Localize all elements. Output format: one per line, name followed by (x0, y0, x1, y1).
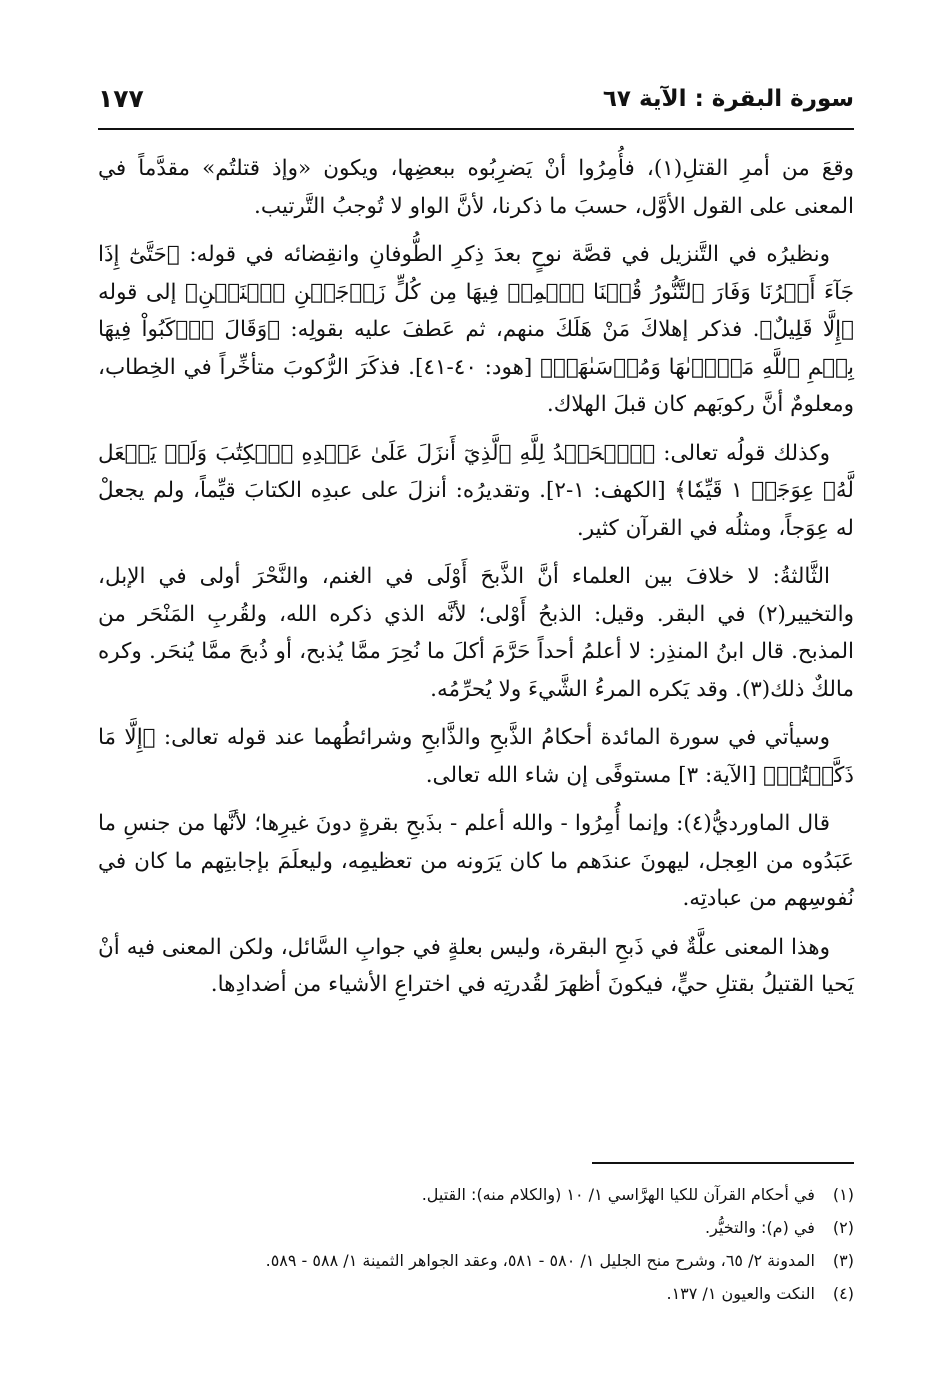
footnote (98, 1211, 854, 1244)
footnote-number: (٢) (832, 1218, 854, 1237)
footnote-number: (١) (832, 1185, 854, 1204)
footnote (98, 1277, 854, 1310)
footnotes (98, 1178, 854, 1310)
paragraph: ونظيرُه في التَّنزيل في قصَّة نوحٍ بعدَ ذِكرِ الطُّوفانِ وانقِضائه في قوله: ﴿حَتَّىٰٓ إِذَا جَآءَ أَمۡرُنَا وَفَارَ ٱلتَّنُّورُ قُلۡنَا ٱحۡمِلۡ فِيهَا مِن كُلٍّ زَوۡجَيۡنِ ٱثۡنَيۡنِ﴾ إلى قوله ﴿إِلَّا قَلِيلٌ﴾. فذكر إهلاكَ مَنْ هَلَكَ منهم، ثم عَطفَ عليه بقولِه: ﴿وَقَالَ ٱرۡكَبُواْ فِيهَا بِسۡمِ ٱللَّهِ مَجۡرٜىٰهَا وَمُرۡسَىٰهَآۚ﴾ [هود: ٤٠-٤١]. فذكَرَ الرُّكوبَ متأخِّراً في الخِطاب، ومعلومٌ أنَّ ركوبَهم كان قبلَ الهلاك. (98, 242, 854, 417)
footnote-text: في أحكام القرآن للكيا الهرَّاسي ١/ ١٠ (والكلام منه): القتيل. (421, 1185, 815, 1204)
footnote-text: النكت والعيون ١/ ١٣٧. (666, 1284, 815, 1303)
page-header (98, 80, 854, 130)
footnote-text: المدونة ٢/ ٦٥، وشرح منح الجليل ١/ ٥٨٠ - ٥٨١، وعقد الجواهر الثمينة ١/ ٥٨٨ - ٥٨٩. (265, 1251, 815, 1270)
footnote (98, 1244, 854, 1277)
footnote-text: في (م): والتخيُّر. (705, 1218, 815, 1237)
paragraph: وهذا المعنى علَّةٌ في ذَبحِ البقرة، وليس بعلةٍ في جوابِ السَّائل، ولكن المعنى فيه أنْ يَحيا القتيلُ بقتلِ حيٍّ، فيكونَ أظهرَ لقُدرتِه في اختراعِ الأشياء من أضدادِها. (98, 934, 854, 997)
footnote-divider (592, 1162, 854, 1164)
paragraph: وسيأتي في سورة المائدة أحكامُ الذَّبحِ والذَّابحِ وشرائطُهما عند قوله تعالى: ﴿إِلَّا مَا ذَكَّيۡتُمۡ﴾ [الآية: ٣] مستوفًى إن شاء الله تعالى. (98, 725, 854, 788)
paragraph: الثَّالثةُ: لا خلافَ بين العلماء أنَّ الذَّبحَ أَوْلَى في الغنم، والنَّحْرَ أولى في الإبل، والتخيير(٢) في البقر. وقيل: الذبحُ أَوْلى؛ لأنَّه الذي ذكره الله، ولقُربِ المَنْحَر من المذبح. قال ابنُ المنذِر: لا أعلمُ أحداً حَرَّمَ أكلَ ما نُحِرَ ممَّا يُذبح، أو ذُبحَ ممَّا يُنحَر. وكره مالكٌ ذلك(٣). وقد يَكره المرءُ الشَّيءَ ولا يُحرِّمُه. (98, 564, 854, 702)
running-title: سورة البقرة : الآية ٦٧ (602, 86, 854, 112)
page-number: ١٧٧ (98, 84, 144, 113)
footnote (98, 1178, 854, 1211)
footnote-number: (٣) (832, 1251, 854, 1270)
paragraph: وكذلك قولُه تعالى: ﴿ٱلۡحَمۡدُ لِلَّهِ ٱلَّذِيٓ أَنزَلَ عَلَىٰ عَبۡدِهِ ٱلۡكِتَٰبَ وَلَمۡ يَجۡعَل لَّهُۥ عِوَجَاۜ ١ قَيِّمٗا﴾ [الكهف: ١-٢]. وتقديرُه: أنزلَ على عبدِه الكتابَ قيِّماً، ولم يجعلْ له عِوَجاً، ومثلُه في القرآن كثير. (98, 440, 854, 541)
paragraph: قال الماورديُّ(٤): وإنما أُمِرُوا - والله أعلم - بذَبحِ بقرةٍ دونَ غيرِها؛ لأنَّها من جنسِ ما عَبَدُوه من العِجل، ليهونَ عندَهم ما كان يَرَونه من تعظيمِه، وليعلَمَ بإجابتِهم ما كان في نُفوسِهم من عبادتِه. (98, 811, 854, 911)
footnote-number: (٤) (832, 1284, 854, 1303)
main-text (98, 150, 854, 1015)
paragraph: وقعَ من أمرِ القتلِ(١)، فأُمِرُوا أنْ يَضرِبُوه ببعضِها، ويكون «وإذ قتلتُم» مقدَّماً في المعنى على القول الأوَّل، حسبَ ما ذكرنا، لأنَّ الواو لا تُوجبُ التَّرتيب. (98, 156, 854, 219)
